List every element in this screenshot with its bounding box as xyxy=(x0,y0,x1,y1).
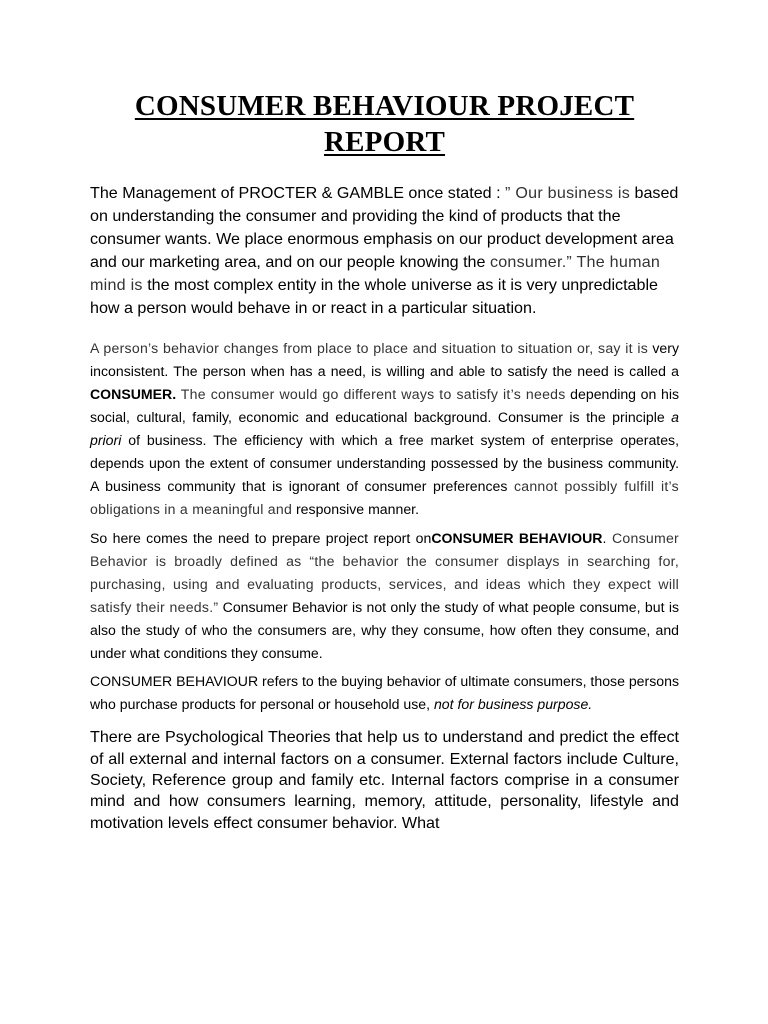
intro-paragraph xyxy=(90,182,679,319)
buying-behavior-paragraph xyxy=(90,670,679,716)
consumer-definition-paragraph xyxy=(90,337,679,521)
consumer-term: CONSUMER. xyxy=(90,386,177,403)
behavior-text-7: responsive manner. xyxy=(292,501,419,518)
consumer-behaviour-term: CONSUMER BEHAVIOUR xyxy=(431,530,603,547)
business-purpose-term: not for business purpose. xyxy=(433,696,593,713)
need-text-1: So here comes the need to prepare project report on xyxy=(90,530,432,547)
behavior-text-2: very inconsistent. The person when has a need, is willing and able to satisfy the need is called a xyxy=(90,340,679,380)
behavior-text-3: The consumer would go different ways to satisfy it’s needs xyxy=(176,386,566,403)
document-page xyxy=(90,88,679,834)
behavior-text-5: of business. The efficiency with which a free market system of enterprise operates, depends upon the extent of consumer understanding possessed by the business community. A business community that is ignorant of consumer preferences xyxy=(90,432,679,495)
document-title: CONSUMER BEHAVIOUR PROJECT REPORT xyxy=(134,90,635,158)
intro-text-2: based on understanding the consumer and providing the kind of products that the consumer wants. We place enormous emphasis on our product development area and our marketing area, and on our people knowing the xyxy=(90,184,679,271)
need-text-2: . xyxy=(602,530,607,547)
project-need-paragraph xyxy=(90,527,679,665)
buying-text: CONSUMER BEHAVIOUR refers to the buying behavior of ultimate consumers, those persons who purchase products for personal or household use, xyxy=(90,673,679,713)
behavior-text-4: depending on his social, cultural, family, economic and educational background. Consumer is the principle xyxy=(90,386,679,426)
psychological-theories-paragraph: There are Psychological Theories that help us to understand and predict the effect of all external and internal factors on a consumer. External factors include Culture, Society, Reference group and family etc. Internal factors comprise in a consumer mind and how consumers learning, memory, attitude, personality, lifestyle and motivation levels effect consumer behavior. What xyxy=(90,728,679,832)
behavior-text-1: A person’s behavior changes from place to place and situation to situation or, say it is xyxy=(90,340,649,357)
intro-quote-end: consumer.” The human mind is xyxy=(90,252,661,294)
intro-text-1: The Management of PROCTER & GAMBLE once stated : xyxy=(90,184,506,202)
need-text-4: Consumer Behavior is not only the study of what people consume, but is also the study of who the consumers are, why they consume, how often they consume, and under what conditions they consume. xyxy=(90,599,680,662)
a-priori-term: a priori xyxy=(90,409,679,449)
need-text-3: Consumer Behavior is broadly defined as “the behavior the consumer displays in searching for, purchasing, using and evaluating products, services, and ideas which they expect will satisfy their needs.” xyxy=(90,530,679,616)
intro-quote-start: ” Our business is xyxy=(505,184,631,202)
intro-text-3: the most complex entity in the whole universe as it is very unpredictable how a person would behave in or react in a particular situation. xyxy=(90,275,658,317)
behavior-text-6: cannot possibly fulfill it’s obligations in a meaningful and xyxy=(90,478,679,518)
